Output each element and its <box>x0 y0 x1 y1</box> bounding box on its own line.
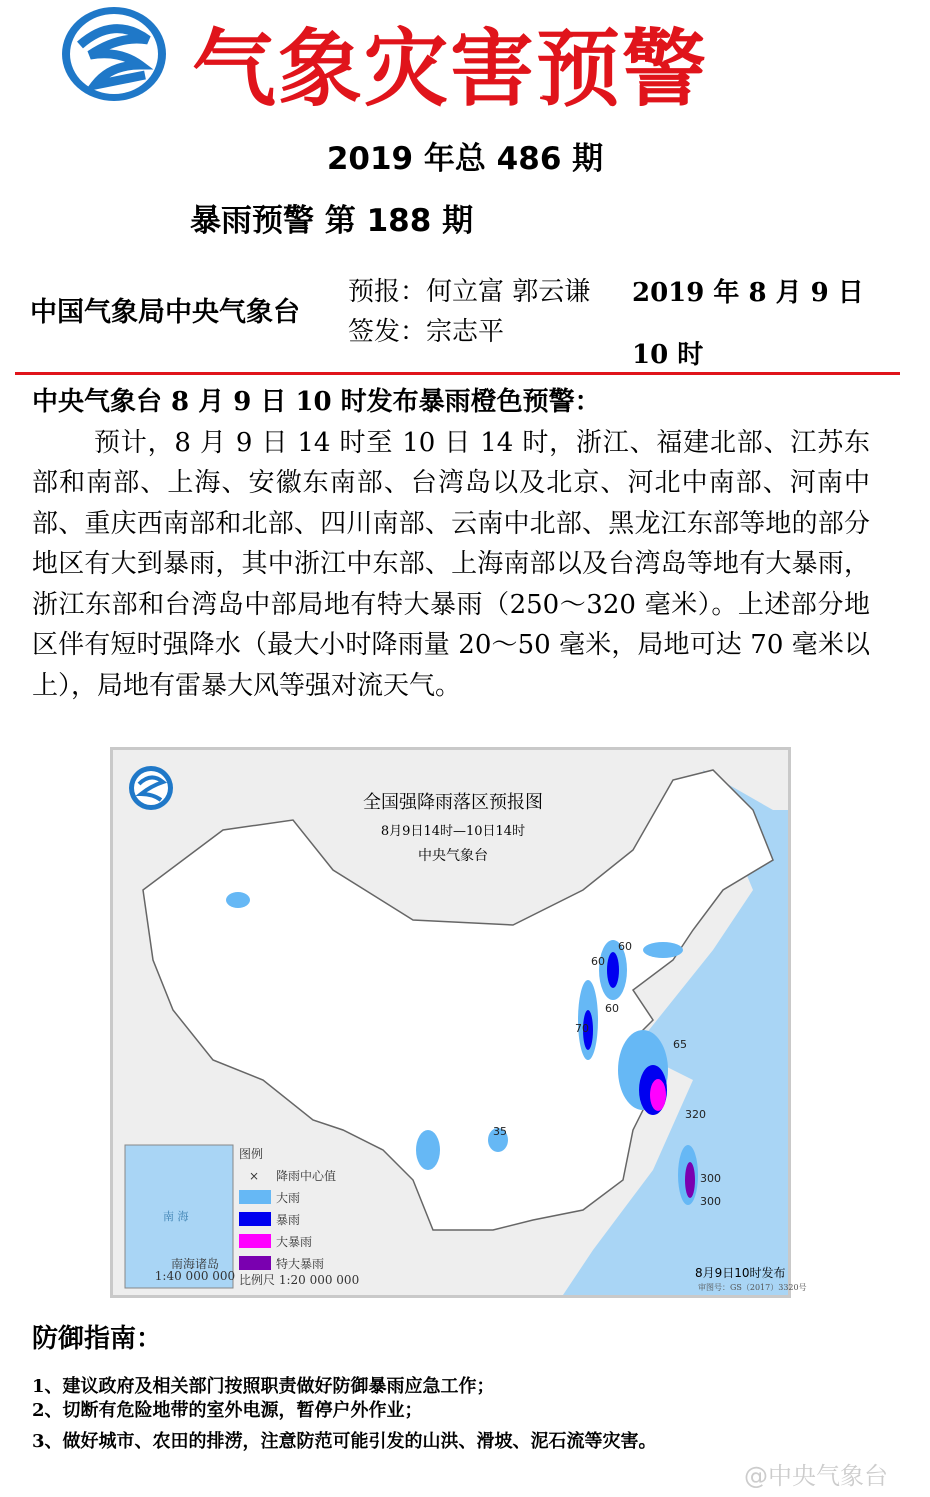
inset-label: 南海诸岛 <box>170 1257 220 1271</box>
map-title: 全国强降雨落区预报图 <box>363 792 543 813</box>
legend-label: 暴雨 <box>276 1213 301 1227</box>
map-logo <box>129 766 173 810</box>
legend-label: 大暴雨 <box>276 1235 313 1249</box>
value-label: 60 <box>605 1002 619 1015</box>
legend-label: 降雨中心值 <box>276 1169 337 1183</box>
inset-sea-label: 南 海 <box>163 1210 189 1223</box>
extreme-rainstorm-area <box>685 1162 695 1198</box>
release-time: 8月9日10时发布 <box>695 1266 786 1280</box>
map-legend <box>239 1146 359 1287</box>
forecasters: 预报：何立富 郭云谦 <box>348 277 591 307</box>
guide-item: 3、做好城市、农田的排涝，注意防范可能引发的山洪、滑坡、泥石流等灾害。 <box>32 1431 657 1452</box>
rainfall-forecast-map <box>110 747 807 1298</box>
document-title: 气象灾害预警 <box>192 19 709 118</box>
map-scale: 比例尺 1:20 000 000 <box>239 1273 360 1287</box>
legend-symbol: × <box>249 1169 260 1183</box>
warning-paragraph: 预计，8 月 9 日 14 时至 10 日 14 时，浙江、福建北部、江苏东部和南部、上海、安徽东南部、台湾岛以及北京、河北中南部、河南中部、重庆西南部和北部、四川南部、云南中北部、黑龙江东部等地的部分地区有大到暴雨，其中浙江中东部、上海南部以及台湾岛等地有大暴雨，浙江东部和台湾岛中部局地有特大暴雨（250～320 毫米）。上述部分地区伴有短时强降水（最大小时降雨量 20～50 毫米，局地可达 70 毫米以上），局地有雷暴大风等强对流天气。 <box>32 427 870 701</box>
value-label: 70 <box>575 1022 589 1035</box>
value-label: 65 <box>673 1038 687 1051</box>
warning-body <box>32 382 870 706</box>
legend-title: 图例 <box>239 1147 264 1161</box>
issue-type: 暴雨预警 第 188 期 <box>190 203 474 239</box>
warning-heading: 中央气象台 8 月 9 日 10 时发布暴雨橙色预警： <box>32 387 601 417</box>
value-label: 300 <box>700 1172 721 1185</box>
issue-date: 2019 年 8 月 9 日 10 时 <box>632 278 864 370</box>
forecast-info <box>348 272 590 352</box>
value-label: 60 <box>591 955 605 968</box>
guide-item: 2、切断有危险地带的室外电源，暂停户外作业； <box>32 1400 423 1421</box>
guide-heading: 防御指南： <box>32 1324 163 1354</box>
signer: 签发：宗志平 <box>348 317 505 347</box>
heavy-rainstorm-area <box>650 1079 666 1111</box>
value-label: 60 <box>618 940 632 953</box>
organization: 中国气象局中央气象台 <box>30 297 300 328</box>
guide-item: 1、建议政府及相关部门按照职责做好防御暴雨应急工作； <box>32 1376 495 1397</box>
approval-number: 审图号：GS（2017）3320号 <box>698 1283 807 1292</box>
cma-logo <box>60 5 168 103</box>
divider <box>15 372 900 375</box>
map-issuer: 中央气象台 <box>418 848 488 864</box>
issue-total: 2019 年总 486 期 <box>326 141 604 177</box>
inset-scale: 1:40 000 000 <box>154 1269 236 1283</box>
legend-label: 特大暴雨 <box>276 1257 325 1271</box>
map-period: 8月9日14时—10日14时 <box>380 824 526 839</box>
value-label: 300 <box>700 1195 721 1208</box>
legend-label: 大雨 <box>276 1191 301 1205</box>
value-label: 320 <box>685 1108 706 1121</box>
weibo-watermark: @中央气象台 <box>744 1462 888 1490</box>
value-label: 35 <box>493 1125 507 1138</box>
